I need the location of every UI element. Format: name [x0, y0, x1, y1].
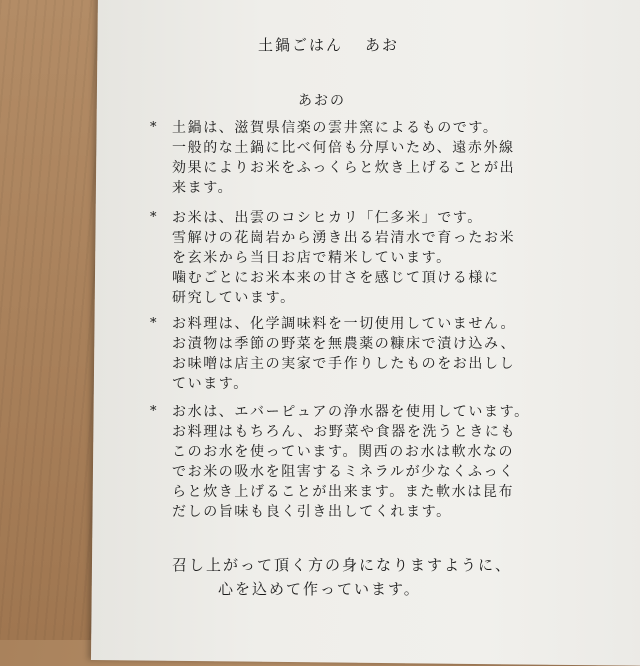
bullet-star: *: [150, 120, 157, 135]
section-line: ています。: [172, 376, 249, 392]
section-line: お米は、出雲のコシヒカリ「仁多米」です。: [172, 210, 483, 226]
section-line: 土鍋は、滋賀県信楽の雲井窯によるものです。: [172, 120, 499, 136]
section-line: 雪解けの花崗岩から湧き出る岩清水で育ったお米: [172, 230, 516, 246]
section-line: 来ます。: [172, 180, 234, 196]
section-line: だしの旨味も良く引き出してくれます。: [172, 504, 452, 520]
section-line: お料理はもちろん、お野菜や食器を洗うときにも: [172, 424, 517, 440]
section-line: 一般的な土鍋に比べ何倍も分厚いため、遠赤外線: [172, 140, 515, 156]
closing-line-1: 召し上がって頂く方の身になりますように、: [172, 556, 513, 574]
section-line: お料理は、化学調味料を一切使用していません。: [172, 316, 517, 332]
section-line: このお水を使っています。関西のお水は軟水なの: [172, 444, 515, 460]
closing-line-2: 心を込めて作っています。: [218, 580, 421, 598]
section-line: でお米の吸水を阻害するミネラルが少なくふっく: [172, 464, 515, 480]
subtitle: あおの: [298, 93, 346, 109]
page-title: [258, 34, 399, 55]
wooden-table: [0, 0, 100, 640]
section-line: 効果によりお米をふっくらと炊き上げることが出: [172, 160, 516, 176]
section-line: 噛むごとにお米本来の甘さを感じて頂ける様に: [172, 270, 500, 286]
bullet-star: *: [150, 404, 157, 419]
section-line: 研究しています。: [172, 290, 296, 306]
bullet-star: *: [150, 210, 157, 225]
section-line: を玄米から当日お店で精米しています。: [172, 250, 452, 266]
bullet-star: *: [150, 316, 157, 331]
shop-title-main: 土鍋ごはん: [258, 36, 344, 54]
section-line: らと炊き上げることが出来ます。また軟水は昆布: [172, 484, 515, 500]
section-line: お漬物は季節の野菜を無農薬の糠床で漬け込み、: [172, 336, 517, 352]
shop-title-name: あお: [365, 36, 400, 54]
section-line: お味噌は店主の実家で手作りしたものをお出しし: [172, 356, 516, 372]
section-line: お水は、エバーピュアの浄水器を使用しています。: [172, 404, 530, 420]
